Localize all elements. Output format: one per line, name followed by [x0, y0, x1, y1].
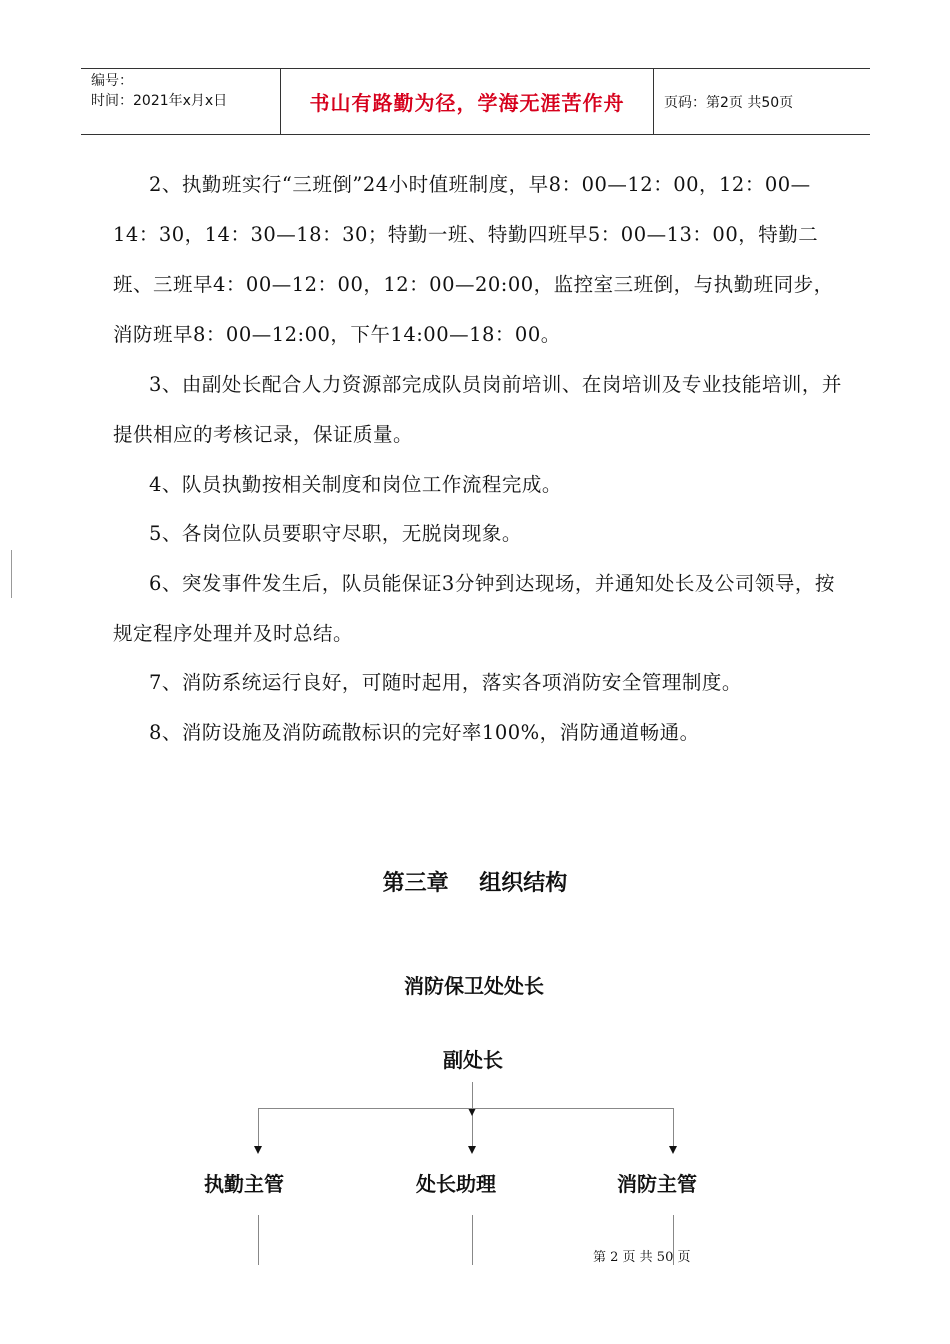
org-node-fire-supervisor: 消防主管 [617, 1172, 697, 1196]
header-meta [81, 69, 281, 134]
paragraph-4: 4、队员执勤按相关制度和岗位工作流程完成。 [149, 473, 562, 496]
paragraph-3: 3、由副处长配合人力资源部完成队员岗前培训、在岗培训及专业技能培训，并提供相应的考核记录，保证质量。 [113, 373, 842, 446]
page-footer: 第 2 页 共 50 页 [593, 1250, 691, 1265]
connector-middle-lower [472, 1215, 473, 1265]
connector-horizontal [258, 1108, 674, 1109]
org-node-assistant: 处长助理 [416, 1172, 496, 1196]
arrow-down-icon [468, 1108, 476, 1116]
arrow-down-icon [669, 1146, 677, 1154]
header-page-info: 页码：第2页 共50页 [664, 94, 794, 111]
org-node-duty-supervisor: 执勤主管 [204, 1172, 284, 1196]
org-node-director: 消防保卫处处长 [404, 974, 544, 998]
paragraph-6: 6、突发事件发生后，队员能保证3分钟到达现场，并通知处长及公司领导，按规定程序处理并及时总结。 [113, 572, 835, 645]
margin-mark [11, 550, 12, 598]
arrow-down-icon [468, 1146, 476, 1154]
paragraph-2: 2、执勤班实行“三班倒”24小时值班制度，早8：00—12：00，12：00—14：30，14：30—18：30；特勤一班、特勤四班早5：00—13：00，特勤二班、三班早4：00—12：00，12：00—20:00，监控室三班倒，与执勤班同步，消防班早8：00—12:00，下午14:00—18：00。 [113, 173, 834, 346]
chapter-title: 第三章 组织结构 [382, 871, 568, 896]
paragraph-7: 7、消防系统运行良好，可随时起用，落实各项消防安全管理制度。 [149, 671, 742, 694]
paragraph-5: 5、各岗位队员要职守尽职，无脱岗现象。 [149, 522, 522, 545]
paragraph-8: 8、消防设施及消防疏散标识的完好率100%，消防通道畅通。 [149, 721, 700, 744]
org-node-deputy: 副处长 [443, 1048, 503, 1072]
document-number-label: 编号： [91, 73, 133, 89]
header-motto: 书山有路勤为径，学海无涯苦作舟 [281, 69, 654, 134]
connector-right [673, 1108, 674, 1150]
page-header [81, 68, 870, 135]
connector-left-lower [258, 1215, 259, 1265]
document-date: 时间：2021年x月x日 [91, 93, 228, 109]
arrow-down-icon [254, 1146, 262, 1154]
connector-left [258, 1108, 259, 1150]
